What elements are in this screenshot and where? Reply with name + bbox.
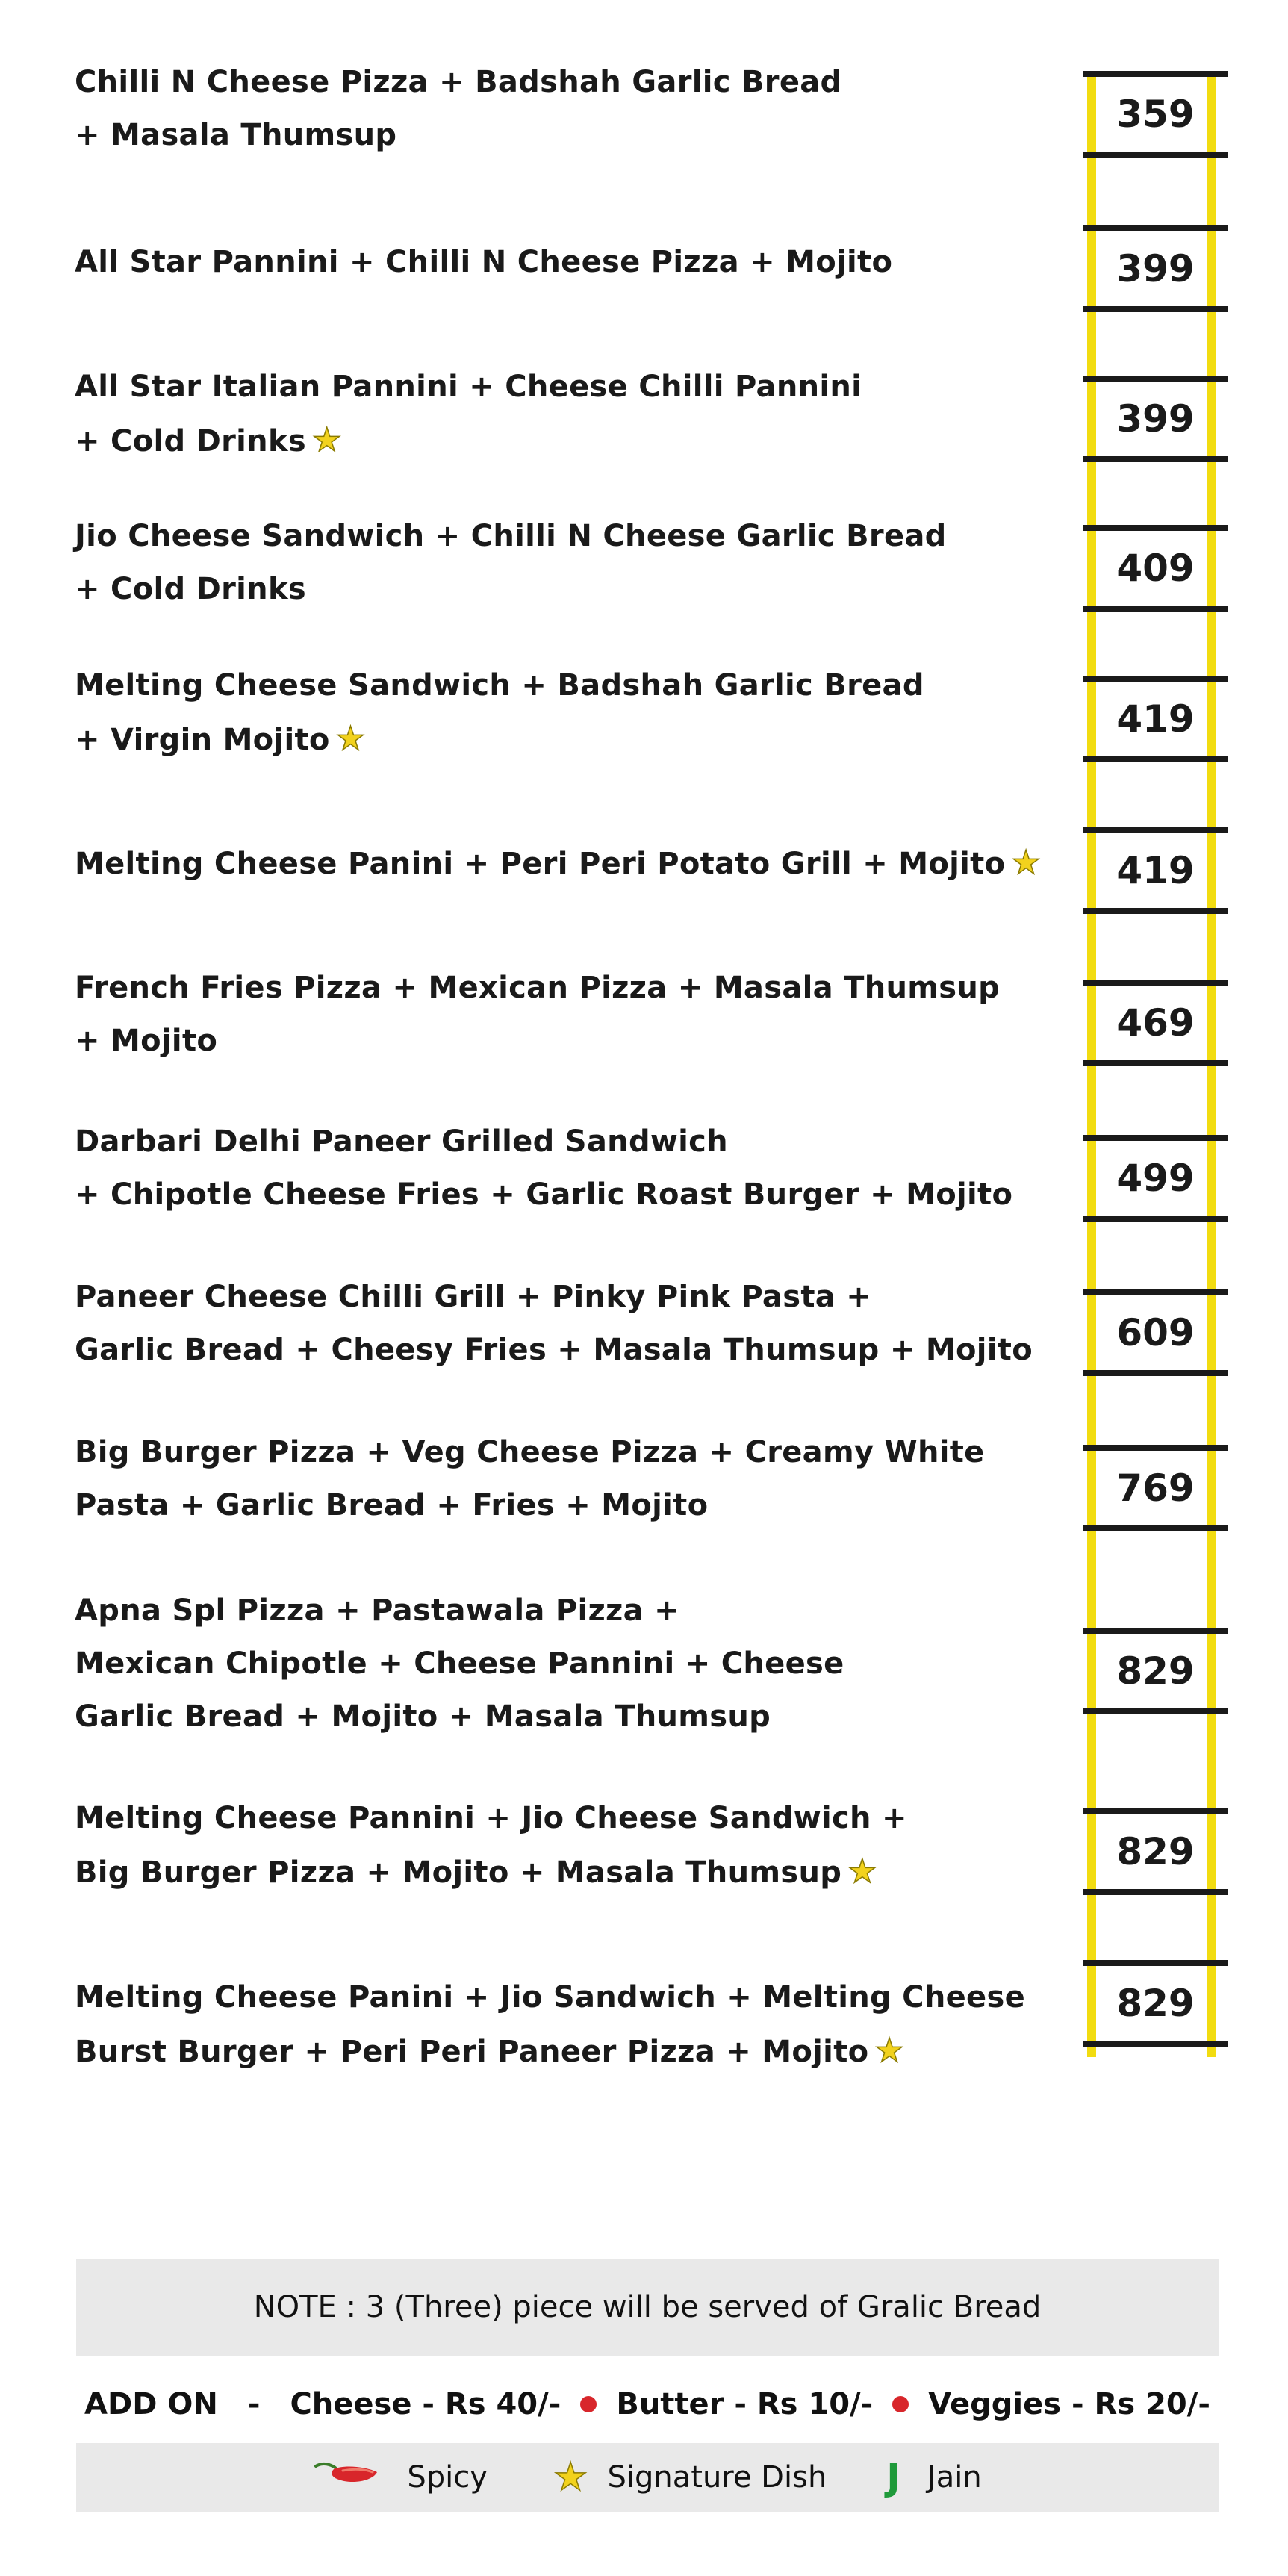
item-line: Melting Cheese Sandwich + Badshah Garlic Bread bbox=[75, 668, 924, 703]
item-line: Paneer Cheese Chilli Grill + Pinky Pink Pasta + bbox=[75, 1280, 872, 1314]
star-icon: ★ bbox=[553, 2455, 588, 2500]
item-line-wrap bbox=[75, 712, 1068, 767]
add-on-butter: Butter - Rs 10/- bbox=[616, 2387, 874, 2421]
item-line: Burst Burger + Peri Peri Paneer Pizza + Mojito bbox=[75, 2035, 869, 2069]
star-icon: ★ bbox=[335, 720, 366, 758]
item-description bbox=[75, 1971, 1068, 2079]
item-line: Big Burger Pizza + Veg Cheese Pizza + Creamy White bbox=[75, 1435, 985, 1469]
item-description bbox=[75, 1426, 1068, 1532]
item-price: 419 bbox=[1083, 827, 1228, 914]
chilli-icon bbox=[313, 2459, 380, 2496]
legend-signature-label: Signature Dish bbox=[607, 2460, 827, 2495]
item-line: All Star Pannini + Chilli N Cheese Pizza + Mojito bbox=[75, 245, 893, 279]
legend-bar bbox=[76, 2443, 1219, 2512]
item-line-wrap bbox=[75, 1845, 1068, 1900]
item-price: 469 bbox=[1083, 980, 1228, 1066]
dot-separator bbox=[580, 2396, 597, 2412]
item-line-wrap bbox=[75, 414, 1068, 468]
item-line-wrap bbox=[75, 2024, 1068, 2079]
item-price: 399 bbox=[1083, 225, 1228, 312]
dot-separator bbox=[892, 2396, 909, 2412]
item-description bbox=[75, 510, 1068, 616]
item-line: Garlic Bread + Mojito + Masala Thumsup bbox=[75, 1699, 771, 1734]
item-description bbox=[75, 1271, 1068, 1377]
star-icon: ★ bbox=[311, 421, 342, 459]
item-line: Pasta + Garlic Bread + Fries + Mojito bbox=[75, 1488, 709, 1522]
item-line: + Masala Thumsup bbox=[75, 118, 397, 152]
item-price: 419 bbox=[1083, 676, 1228, 762]
star-icon: ★ bbox=[847, 1852, 877, 1891]
item-line: Darbari Delhi Paneer Grilled Sandwich bbox=[75, 1124, 728, 1159]
item-price: 769 bbox=[1083, 1445, 1228, 1531]
item-description bbox=[75, 1792, 1068, 1900]
item-line: Apna Spl Pizza + Pastawala Pizza + bbox=[75, 1593, 679, 1628]
item-line: + Cold Drinks bbox=[75, 424, 306, 458]
legend-jain bbox=[886, 2456, 981, 2499]
item-description bbox=[75, 659, 1068, 767]
add-on-row bbox=[76, 2374, 1219, 2434]
add-on-separator: - bbox=[247, 2387, 261, 2421]
legend-spicy bbox=[313, 2459, 488, 2496]
item-price: 829 bbox=[1083, 1808, 1228, 1895]
item-line: French Fries Pizza + Mexican Pizza + Masala Thumsup bbox=[75, 971, 1001, 1005]
legend-jain-label: Jain bbox=[927, 2460, 982, 2495]
item-price: 829 bbox=[1083, 1960, 1228, 2047]
item-line: Big Burger Pizza + Mojito + Masala Thumsup bbox=[75, 1855, 842, 1890]
star-icon: ★ bbox=[874, 2032, 905, 2070]
item-line: Garlic Bread + Cheesy Fries + Masala Thumsup + Mojito bbox=[75, 1333, 1033, 1367]
add-on-label: ADD ON bbox=[84, 2387, 218, 2421]
item-line: Jio Cheese Sandwich + Chilli N Cheese Garlic Bread bbox=[75, 519, 947, 553]
item-description bbox=[75, 236, 1068, 289]
item-price: 499 bbox=[1083, 1135, 1228, 1222]
item-line: + Chipotle Cheese Fries + Garlic Roast Burger + Mojito bbox=[75, 1177, 1013, 1212]
item-line-wrap bbox=[75, 836, 1068, 891]
item-line: Mexican Chipotle + Cheese Pannini + Cheese bbox=[75, 1646, 844, 1681]
add-on-veggies: Veggies - Rs 20/- bbox=[928, 2387, 1210, 2421]
star-icon: ★ bbox=[1011, 844, 1042, 882]
item-description bbox=[75, 56, 1068, 162]
item-description bbox=[75, 836, 1068, 891]
item-line: Melting Cheese Panini + Jio Sandwich + Melting Cheese bbox=[75, 1980, 1026, 2015]
item-price: 359 bbox=[1083, 71, 1228, 158]
item-line: All Star Italian Pannini + Cheese Chilli Pannini bbox=[75, 370, 862, 404]
item-line: + Mojito bbox=[75, 1024, 218, 1058]
add-on-cheese: Cheese - Rs 40/- bbox=[290, 2387, 561, 2421]
item-line: Melting Cheese Panini + Peri Peri Potato Grill + Mojito bbox=[75, 847, 1006, 881]
item-description bbox=[75, 361, 1068, 468]
item-price: 829 bbox=[1083, 1628, 1228, 1714]
item-description bbox=[75, 1116, 1068, 1222]
item-line: Melting Cheese Pannini + Jio Cheese Sandwich + bbox=[75, 1801, 907, 1835]
jain-icon: J bbox=[886, 2456, 900, 2499]
item-line: + Cold Drinks bbox=[75, 572, 306, 606]
item-description bbox=[75, 962, 1068, 1068]
item-line: + Virgin Mojito bbox=[75, 723, 330, 757]
item-price: 409 bbox=[1083, 525, 1228, 612]
garlic-bread-note: NOTE : 3 (Three) piece will be served of Gralic Bread bbox=[76, 2259, 1219, 2356]
legend-signature bbox=[547, 2455, 827, 2500]
item-price: 609 bbox=[1083, 1289, 1228, 1376]
item-price: 399 bbox=[1083, 376, 1228, 462]
legend-spicy-label: Spicy bbox=[407, 2460, 488, 2495]
item-line: Chilli N Cheese Pizza + Badshah Garlic Bread bbox=[75, 65, 842, 99]
item-description bbox=[75, 1584, 1068, 1743]
